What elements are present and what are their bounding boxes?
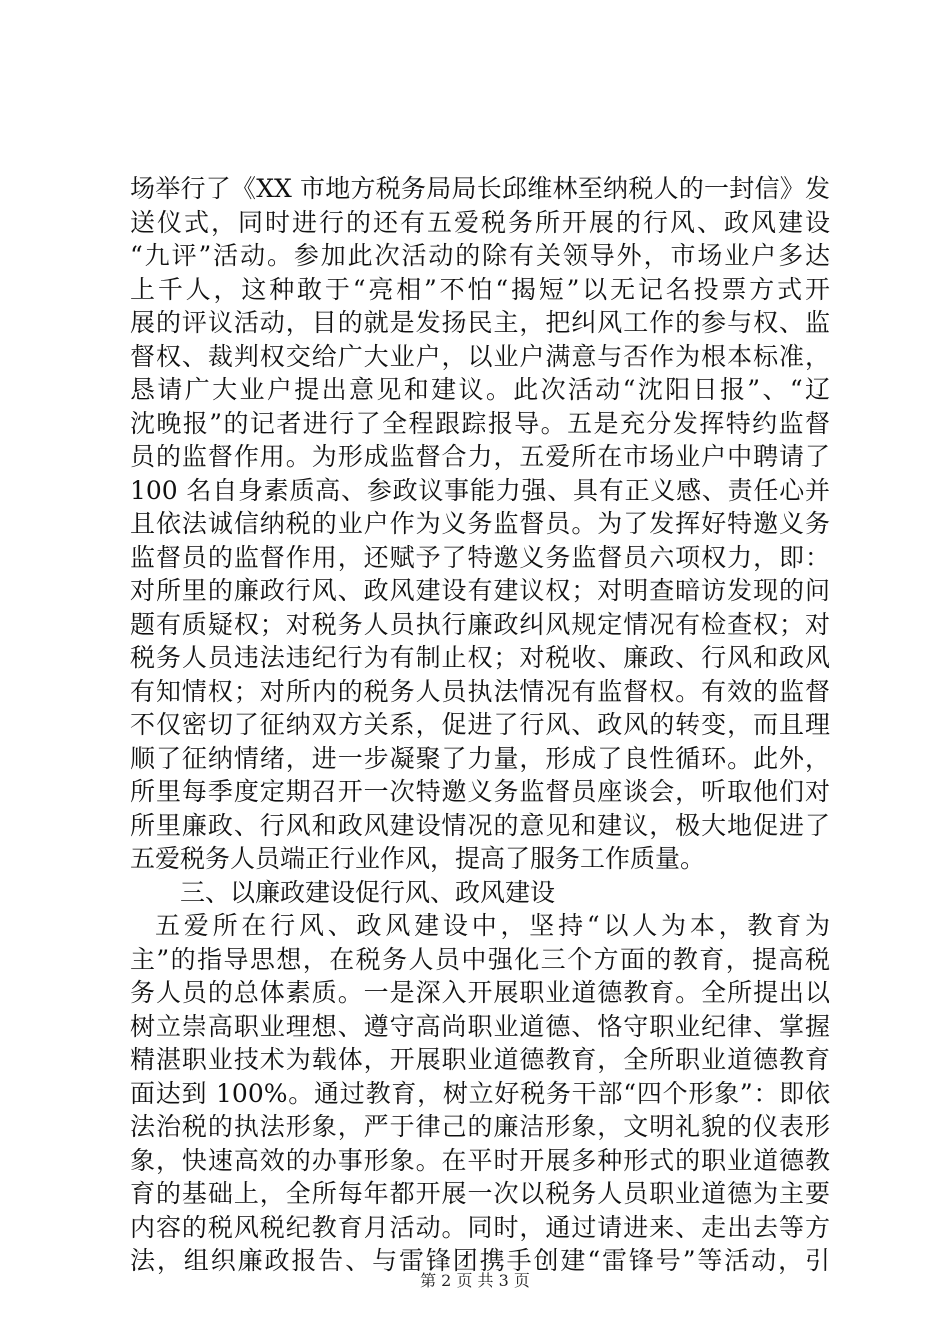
page-footer <box>0 1268 950 1291</box>
text-line: 沈晚报”的记者进行了全程跟踪报导。五是充分发挥特约监督 <box>130 408 830 438</box>
paragraph-1 <box>130 172 830 876</box>
text-line: 顺了征纳情绪，进一步凝聚了力量，形成了良性循环。此外， <box>130 743 830 773</box>
text-line: 主”的指导思想，在税务人员中强化三个方面的教育，提高税 <box>130 944 830 974</box>
text-line: 面达到 100%。通过教育，树立好税务干部“四个形象”：即依 <box>130 1078 830 1108</box>
text-line: 税务人员违法违纪行为有制止权；对税收、廉政、行风和政风 <box>130 643 830 672</box>
text-line: “九评”活动。参加此次活动的除有关领导外，市场业户多达 <box>130 241 830 270</box>
text-line: 内容的税风税纪教育月活动。同时，通过请进来、走出去等方 <box>130 1212 830 1242</box>
text-line: 有知情权；对所内的税务人员执法情况有监督权。有效的监督 <box>130 676 830 706</box>
text-line: 题有质疑权；对税务人员执行廉政纠风规定情况有检查权；对 <box>130 609 830 639</box>
text-line: 且依法诚信纳税的业户作为义务监督员。为了发挥好特邀义务 <box>130 509 830 538</box>
text-line: 育的基础上，全所每年都开展一次以税务人员职业道德为主要 <box>130 1179 830 1208</box>
paragraph-2 <box>130 909 830 1278</box>
text-line: 对所里的廉政行风、政风建设有建议权；对明查暗访发现的问 <box>130 576 830 605</box>
text-line: 恳请广大业户提出意见和建议。此次活动“沈阳日报”、“辽 <box>130 375 830 404</box>
text-line: 展的评议活动，目的就是发扬民主，把纠风工作的参与权、监 <box>130 308 830 337</box>
text-line: 精湛职业技术为载体，开展职业道德教育，全所职业道德教育 <box>130 1045 830 1074</box>
text-line: 五爱税务人员端正行业作风，提高了服务工作质量。 <box>130 844 706 873</box>
document-body <box>130 172 830 1278</box>
text-line: 监督员的监督作用，还赋予了特邀义务监督员六项权力，即： <box>130 542 830 572</box>
section-heading: 三、以廉政建设促行风、政风建设 <box>180 877 556 907</box>
text-line: 五爱所在行风、政风建设中，坚持“以人为本，教育为 <box>155 911 830 940</box>
text-line: 所里廉政、行风和政风建设情况的意见和建议，极大地促进了 <box>130 810 830 840</box>
page-number-label: 第 2 页 共 3 页 <box>420 1271 530 1290</box>
text-line: 不仅密切了征纳双方关系，促进了行风、政风的转变，而且理 <box>130 710 830 739</box>
text-line: 法治税的执法形象，严于律己的廉洁形象，文明礼貌的仪表形 <box>130 1112 830 1141</box>
text-line: 所里每季度定期召开一次特邀义务监督员座谈会，听取他们对 <box>130 777 830 806</box>
text-line: 100 名自身素质高、参政议事能力强、具有正义感、责任心并 <box>130 475 830 505</box>
text-line: 场举行了《XX 市地方税务局局长邱维林至纳税人的一封信》发 <box>130 174 830 203</box>
text-line: 务人员的总体素质。一是深入开展职业道德教育。全所提出以 <box>130 978 830 1007</box>
text-line: 树立崇高职业理想、遵守高尚职业道德、恪守职业纪律、掌握 <box>130 1011 830 1041</box>
text-line: 象，快速高效的办事形象。在平时开展多种形式的职业道德教 <box>130 1145 830 1175</box>
text-line: 员的监督作用。为形成监督合力，五爱所在市场业户中聘请了 <box>130 442 830 471</box>
text-line: 上千人，这种敢于“亮相”不怕“揭短”以无记名投票方式开 <box>130 274 830 304</box>
text-line: 送仪式，同时进行的还有五爱税务所开展的行风、政风建设 <box>130 207 830 237</box>
text-line: 督权、裁判权交给广大业户，以业户满意与否作为根本标准， <box>130 341 830 371</box>
text-line: 法，组织廉政报告、与雷锋团携手创建“雷锋号”等活动，引 <box>130 1246 830 1275</box>
